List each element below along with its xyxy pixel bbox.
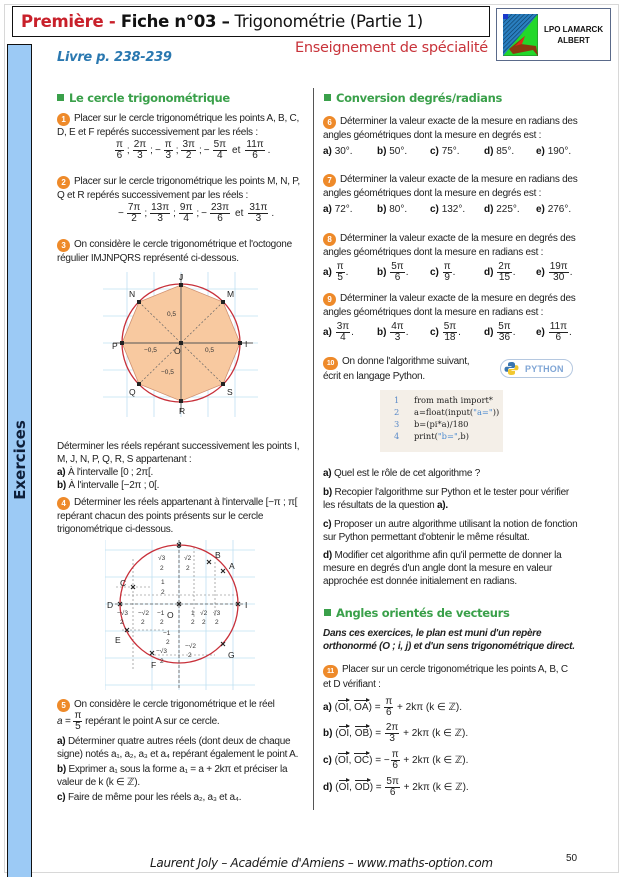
python-logo-icon [504,361,519,376]
exercise-8-items: a) $\frac{\pi}{5}$ . b) $\frac{5\pi}{6}$ . c) $\frac{\pi}{9}$ . d) $\frac{2\pi}{15}$ . e) $\frac{19\pi}{30}$ . [323,261,573,283]
title-separator: - [103,12,121,31]
exercise-1 [57,112,307,139]
svg-text:2: 2 [120,619,124,626]
exercise-7-text: Déterminer la valeur exacte de la mesure en radians des angles géométriques dont la mesure en degrés est : [323,174,578,199]
svg-text:1: 1 [161,579,165,586]
section-heading-angles [324,606,510,620]
code-line: 1 from math import* [394,395,493,405]
title-sheet: Fiche n°03 – [120,12,230,31]
exercise-9 [323,292,578,319]
exercise-6 [323,115,578,142]
exercise-5 [57,698,307,712]
exercise-number-badge: 5 [57,699,70,712]
angles-intro: Dans ces exercices, le plan est muni d'un repère orthonormé (O ; i, j) et d'un sens trigonométrique direct. [323,628,575,652]
exercise-3-b: b) À l'intervalle [−2π ; 0[. [57,480,160,491]
svg-text:M: M [227,289,235,299]
svg-text:S: S [227,387,233,397]
exercise-number-badge: 7 [323,174,336,187]
exercise-number-badge: 1 [57,113,70,126]
svg-text:C: C [120,578,127,588]
exercise-10-c: c) Proposer un autre algorithme utilisant la notion de fonction sur Python permettant d'obtenir le même résultat. [323,519,578,543]
svg-text:N: N [129,289,136,299]
fraction: $\frac{3\pi}{2}$ [182,139,195,161]
code-line: 4 print("b=",b) [394,431,469,441]
svg-text:J: J [177,540,182,550]
exercise-4 [57,496,307,536]
exercise-number-badge: 2 [57,176,70,189]
svg-text:B: B [215,550,221,560]
svg-text:O: O [167,610,174,620]
svg-text:J: J [179,272,184,282]
svg-text:−0,5: −0,5 [161,369,174,376]
exercise-11-text: Placer sur un cercle trigonométrique les points A, B, C et D vérifiant : [323,664,568,690]
exercise-9-items: a) $\frac{3\pi}{4}$ . b) $\frac{4\pi}{3}$ . c) $\frac{5\pi}{18}$ . d) $\frac{5\pi}{36}$ . e) $\frac{11\pi}{6}$ . [323,321,572,343]
svg-text:2: 2 [141,619,145,626]
fraction: $\frac{2\pi}{3}$ [133,139,147,161]
exercise-5-text: On considère le cercle trigonométrique et le réel [74,699,275,710]
section-square-icon [324,609,331,616]
svg-text:2: 2 [160,619,164,626]
exercise-number-badge: 9 [323,293,336,306]
exercise-3-question: Déterminer les réels repérant successivement les points I, M, J, N, P, Q, R, S appartenant : [57,441,300,465]
svg-text:2: 2 [191,619,195,626]
section-square-icon [57,94,64,101]
python-badge [500,359,573,378]
exercise-11-a: a) ( OI , OA ) = $\frac{\pi}{6}$ + 2kπ (k ∈ ℤ). [323,696,463,718]
section-heading-conversion [324,91,502,105]
footer-credit: Laurent Joly – Académie d'Amiens – www.maths-option.com [150,856,493,870]
exercise-2-values: − $\frac{7\pi}{2}$ ; $\frac{13\pi}{3}$ ; $\frac{9\pi}{4}$ ; − $\frac{23\pi}{6}$ et $\frac{31\pi}{3}$ . [118,202,275,224]
svg-text:P: P [112,341,118,351]
svg-text:E: E [115,635,121,645]
svg-text:Q: Q [129,387,136,397]
exercise-2-text: Placer sur le cercle trigonométrique les points M, N, P, Q et R repérés successivement par les réels : [57,176,300,201]
svg-text:−0,5: −0,5 [144,347,157,354]
exercise-1-text: Placer sur le cercle trigonométrique les points A, B, C, D, E et F repérés successivement par les réels : [57,113,299,138]
fraction: $\frac{7\pi}{2}$ [127,202,141,224]
fraction: $\frac{23\pi}{6}$ [211,202,230,224]
exercise-1-values: $\frac{\pi}{6}$ ; $\frac{2\pi}{3}$ ; − $\frac{\pi}{3}$ ; $\frac{3\pi}{2}$ ; − $\frac{5\pi}{4}$ et $\frac{11\pi}{6}$ . [116,139,271,161]
exercise-number-badge: 11 [323,665,338,678]
exercise-10 [323,355,488,383]
fraction: $\frac{\pi}{6}$ [116,139,123,161]
title-topic: Trigonométrie (Partie 1) [229,12,423,31]
school-name [544,24,603,46]
fraction: $\frac{9\pi}{4}$ [179,202,193,224]
svg-text:A: A [229,561,235,571]
svg-text:√2: √2 [184,555,192,562]
exercise-11-c: c) ( OI , OC ) = − $\frac{\pi}{6}$ + 2kπ (k ∈ ℤ). [323,749,469,771]
exercise-2 [57,175,307,202]
svg-text:−√2: −√2 [138,610,149,617]
exercise-6-text: Déterminer la valeur exacte de la mesure en radians des angles géométriques dont la mesure en degrés est : [323,116,578,141]
code-line: 3 b=(pi*a)/180 [394,419,469,429]
exercise-10-text: On donne l'algorithme suivant, écrit en langage Python. [323,356,470,382]
svg-text:√2: √2 [200,610,208,617]
exercise-4-text: Déterminer les réels appartenant à l'intervalle [−π ; π[ repérant chacun des points présents sur le cercle trigonométrique ci-dessous. [57,497,298,535]
section-title: Le cercle trigonométrique [69,91,230,105]
code-block [380,390,503,452]
exercise-number-badge: 10 [323,357,338,370]
exercise-9-text: Déterminer la valeur exacte de la mesure en degrés des angles géométriques dont la mesure en radians est : [323,293,576,318]
title-level: Première [21,12,104,31]
svg-text:2: 2 [166,639,170,646]
fraction: $\frac{13\pi}{3}$ [151,202,170,224]
svg-text:0,5: 0,5 [205,347,215,354]
svg-text:−1: −1 [163,630,171,637]
exercise-3 [57,238,307,265]
svg-text:I: I [245,600,248,610]
svg-text:1: 1 [191,610,195,617]
octagon-circle-diagram [103,272,258,417]
svg-text:−√3: −√3 [117,610,128,617]
svg-text:D: D [107,600,114,610]
svg-text:R: R [179,406,186,416]
school-name-line2: ALBERT [557,35,590,45]
section-heading-cercle [57,91,230,105]
fraction: $\frac{\pi}{3}$ [164,139,172,161]
exercise-5-b: b) Exprimer a₁ sous la forme a₁ = a + 2kπ et préciser la valeur de k (k ∈ ℤ). [57,764,288,788]
sidebar-label [7,400,32,520]
exercise-8-text: Déterminer la valeur exacte de la mesure en degrés des angles géométriques dont la mesure en radians est : [323,233,576,258]
exercise-7 [323,173,578,200]
exercise-5-c: c) Faire de même pour les réels a₂, a₃ et a₄. [57,792,242,803]
column-divider [313,88,314,810]
svg-text:√3: √3 [158,555,166,562]
svg-text:−√2: −√2 [185,643,196,650]
sidebar-label-text: Exercices [10,420,29,500]
exercise-11-d: d) ( OI , OD ) = $\frac{5\pi}{6}$ + 2kπ (k ∈ ℤ). [323,776,469,798]
svg-text:2: 2 [160,658,164,665]
book-reference: Livre p. 238-239 [57,50,172,65]
exercise-number-badge: 3 [57,239,70,252]
exercise-3-a: a) À l'intervalle [0 ; 2π[. [57,467,154,478]
svg-text:−1: −1 [157,610,165,617]
svg-text:2: 2 [202,619,206,626]
specialite-label: Enseignement de spécialité [295,40,488,56]
fraction: $\frac{11\pi}{6}$ [246,139,264,161]
fraction: $\frac{31\pi}{3}$ [249,202,268,224]
point-label: I [245,339,248,349]
page-number: 50 [566,853,578,864]
python-badge-label: PYTHON [525,363,564,374]
svg-text:2: 2 [186,565,190,572]
exercise-number-badge: 6 [323,116,336,129]
exercise-number-badge: 4 [57,497,70,510]
svg-text:O: O [174,346,181,356]
unit-circle-diagram [105,540,255,690]
svg-text:F: F [151,660,157,670]
exercise-8 [323,232,578,259]
code-line: 2 a=float(input("a=")) [394,407,500,417]
exercise-10-b: b) Recopier l'algorithme sur Python et le tester pour vérifier les résultats de la question a). [323,487,569,511]
exercise-5-a: a) Déterminer quatre autres réels (dont deux de chaque signe) notés a₁, a₂, a₃ et a₄ repérant également le point A. [57,736,299,760]
exercise-11 [323,663,578,691]
school-logo [496,8,611,61]
page-title [12,6,490,37]
section-square-icon [324,94,331,101]
section-title: Angles orientés de vecteurs [336,606,510,620]
svg-text:√3: √3 [213,610,221,617]
svg-text:2: 2 [188,652,192,659]
svg-text:2: 2 [215,619,219,626]
exercise-5-alpha: a = $\frac{\pi}{5}$ repérant le point A sur ce cercle. [57,710,220,732]
exercise-10-d: d) Modifier cet algorithme afin qu'il permette de donner la mesure en degrés d'un angle dont la mesure en valeur approchée est donnée initialement en radians. [323,550,562,587]
svg-text:G: G [228,650,235,660]
exercise-11-b: b) ( OI , OB ) = $\frac{2\pi}{3}$ + 2kπ (k ∈ ℤ). [323,722,469,744]
svg-text:0,5: 0,5 [167,311,177,318]
svg-text:−√3: −√3 [156,648,167,655]
exercise-3-text: On considère le cercle trigonométrique et l'octogone régulier IMJNPQRS représenté ci-dessous. [57,239,292,264]
svg-text:2: 2 [161,589,165,596]
fraction: $\frac{5\pi}{4}$ [213,139,227,161]
school-logo-icon [503,14,538,56]
exercise-number-badge: 8 [323,233,336,246]
svg-text:2: 2 [160,565,164,572]
exercise-7-items: a) 72°. b) 80°. c) 132°. d) 225°. e) 276°. [323,204,572,215]
exercise-6-items: a) 30°. b) 50°. c) 75°. d) 85°. e) 190°. [323,146,572,157]
exercise-10-a: a) Quel est le rôle de cet algorithme ? [323,468,481,479]
section-title: Conversion degrés/radians [336,91,503,105]
school-name-line1: LPO LAMARCK [544,24,604,34]
